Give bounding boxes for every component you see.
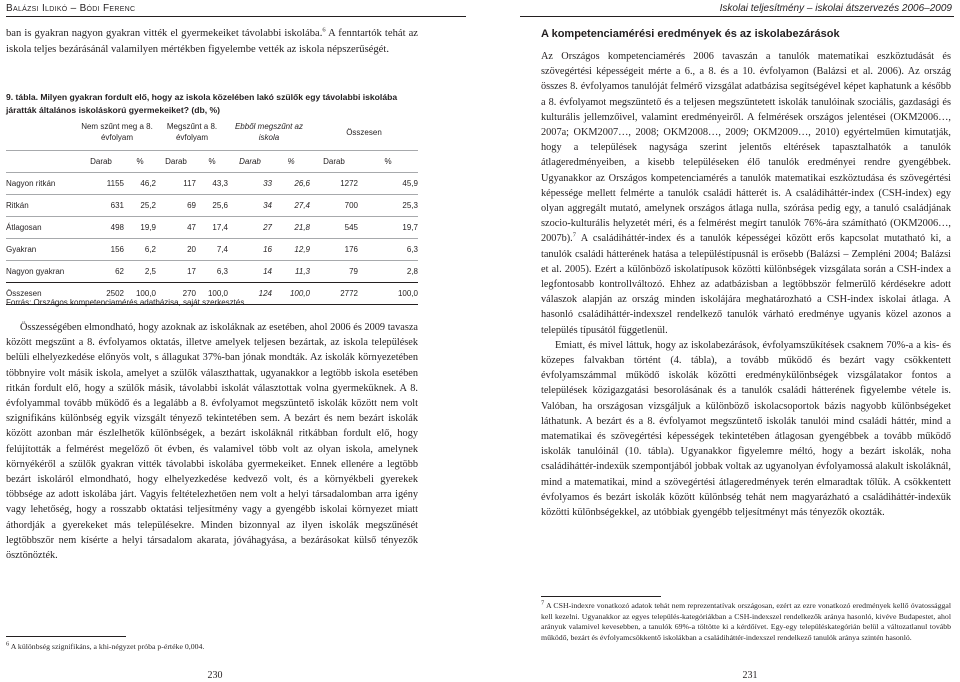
right-paragraph-1 [541, 49, 951, 338]
cell: 27,4 [294, 201, 310, 210]
row-label: Nagyon ritkán [6, 179, 56, 188]
cell: 43,3 [212, 179, 228, 188]
row-label: Ritkán [6, 201, 29, 210]
table-source: Forrás: Országos kompetenciamérés adatbázisa, saját szerkesztés [6, 298, 245, 307]
data-table [6, 114, 418, 305]
footnote-ref-7: 7 [572, 232, 576, 240]
right-para1-text: Az Országos kompetenciamérés 2006 tavaszán a tanulók matematikai eszköztudását és szövegértési képességeit mérte a 6., a 8. és a 10. évfolyamon (Balázsi et al. 2006). Az ország összes 8. évfolyamos tanulóját felmérő vizsgálat adatbázisa segítségével képet kaphatunk a később a 8. évfolyamot megszüntető és a teljesen megszüntetett iskolák tanulóinak szociális, gazdasági és kulturális jellemzőivel, valamint eredményeiről. A felmérések országos jelentései (OKM2006…, 2007a; OKM2007…, 2008; OKM2008…, 2009; OKM2009…, 2010) egyértelműen kimutatják, hogy a települések nagysága szerint jelentős eltérések tapasztalhatók a tanulók átlageredményeiben, a kisebb településeken élő tanulók eredményei rendre gyengébbek. Ugyanakkor az Országos kompetenciamérés a tanulók matematikai eszköztudása és szövegértési képessége mellett felmérte a tanulók családi hátterét is. A családiháttér-index (CSH-index) egy olyan aggregált mutató, amelynek országos átlaga nulla, szórása pedig egy, a tanuló családjának szocio-kulturális helyzetét méri, és a felmérést megírt tanulók 76%-ára számítható (OKM2006…, 2007b). [541, 51, 951, 245]
cell: 7,4 [216, 245, 228, 254]
cell: 2,5 [144, 267, 156, 276]
cell: 20 [187, 245, 196, 254]
cell: 34 [263, 201, 272, 210]
row-label: Összesen [6, 289, 42, 298]
cell: 19,7 [402, 223, 418, 232]
row-label: Átlagosan [6, 223, 42, 232]
col-group-total: Összesen [346, 127, 382, 137]
cell: 124 [258, 289, 272, 298]
cell: 12,9 [294, 245, 310, 254]
cell: 11,3 [295, 267, 310, 276]
left-body-paragraph: Összességében elmondható, hogy azoknak az iskoláknak az esetében, ahol 2006 és 2009 tavasza között megszűnt a 8. évfolyamos oktatás, illetve amelyek teljesen bezártak, az iskola települések belüli elhelyezkedése előnyös volt, s állagukat 37%-ban jónak mondták. Az iskolák környezetében többnyire volt másik iskola, amelyet a szülők választhattak, ugyanakkor a legtöbb iskola esetében ritkán fordult elő, hogy a szülők másik, távolabbi iskolát választottak volna gyermeküknek. A 8. évfolyammal tovább működő és a legalább a 8. évfolyamot megszüntető iskolák között nem volt szignifikáns különbség egyik vizsgált tényező tekintetében sem. A bezárt és nem bezárt iskolák között azonban már észlelhetők különbségek, a bezárt iskoláknál ritkábban fordult elő, hogy felújították a felmérést megelőző öt évben, és valamivel több volt az olyan iskola, amelynek környékéről a szülők gyakran vitték távolabbi iskolába gyermekeiket. Ennek ellenére a legtöbb bezárt iskoláról elmondható, hogy elhelyezkedése kedvező volt, és a környékbeli gyerekek többsége az adott iskolába járt. Vagyis feltételezhetően nem volt a helyi társadalomban arra igény vagy lehetőség, hogy a rosszabb oktatási teljesítmény vagy a gyengébb iskolai környezet miatt áthordják a gyerekeket más településekre. Minden bizonnyal az ilyen iskolák megszűnését legtöbbször nem kísérte a helyi társadalom akarata, jóváhagyása, a bezárásokat külső tényezők ösztönözték. [6, 322, 418, 562]
row-label: Nagyon gyakran [6, 267, 65, 276]
left-intro-text: ban is gyakran nagyon gyakran vitték el gyermekeiket távolabbi iskolába. [6, 28, 323, 39]
col-group-not-closed: Nem szűnt meg a 8. évfolyam [81, 122, 153, 142]
cell: 25,6 [212, 201, 228, 210]
cell: 100,0 [289, 289, 310, 298]
cell: 16 [263, 245, 272, 254]
cell: 46,2 [140, 179, 156, 188]
subheader-count: Darab [165, 157, 187, 166]
cell: 19,9 [140, 223, 156, 232]
cell: 700 [344, 201, 358, 210]
section-heading: A kompetenciamérési eredmények és az iskolabezárások [541, 28, 840, 40]
cell: 6,2 [144, 245, 156, 254]
cell: 631 [110, 201, 124, 210]
subheader-pct: % [384, 157, 392, 166]
subheader-pct: % [136, 157, 144, 166]
cell: 21,8 [294, 223, 310, 232]
table-caption: 9. tábla. Milyen gyakran fordult elő, hogy az iskola közelében lakó szülők egy távolabbi iskolába járatták általános iskoláskorú gyermekeiket? (db, %) [6, 92, 398, 115]
cell: 176 [344, 245, 358, 254]
table-row [6, 261, 418, 283]
cell: 2502 [106, 289, 124, 298]
cell: 1155 [106, 179, 124, 188]
cell: 2,8 [406, 267, 418, 276]
left-intro-paragraph [6, 26, 418, 57]
cell: 156 [110, 245, 124, 254]
cell: 47 [187, 223, 196, 232]
table-row [6, 195, 418, 217]
subheader-count: Darab [323, 157, 345, 166]
subheader-pct: % [287, 157, 295, 166]
table-row [6, 239, 418, 261]
page-number-right: 231 [742, 670, 758, 681]
col-group-closed-8: Megszűnt a 8. évfolyam [166, 122, 218, 142]
header-rule-right [520, 16, 954, 17]
cell: 6,3 [216, 267, 228, 276]
cell: 14 [263, 267, 272, 276]
subheader-count: Darab [239, 157, 261, 166]
cell: 2772 [340, 289, 358, 298]
right-body [541, 49, 951, 520]
right-para1-text-rest: A családiháttér-index és a tanulók képességei között erős kapcsolat mutatható ki, a tanulók családi hátterének hatása a településtípusnál is erősebb (Balázsi – Zempléni 2004; Balázsi et al. 2005). Ezért a különböző iskolatípusok közötti különbségek vizsgálata során a CSH-index a legfontosabb kontrollváltozó. Ehhez az adatbázisban a legtöbbször felmerülő kérdésekre adott válaszok alapján az ország minden iskolájára meghatározható a CSH-index iskolai átlaga. A hasonló családiháttér-indexszel rendelkező tanulók várható eredménye ugyanis közel azonos a település típusától függetlenül. [541, 233, 951, 336]
cell: 33 [263, 179, 272, 188]
right-paragraph-2: Emiatt, és mivel láttuk, hogy az iskolabezárások, évfolyamszűkítések csaknem 70%-a a kis- és közepes falvakban történt (4. tábla), a tovább működő és bezárt vagy csökkentett évfolyamszámmal működő iskolák közötti eredménykülönbségek vizsgálatakor fontos a települések közigazgatási besorolásának és a tanulók családi hátterének figyelembe vétele is. Valóban, ha országosan vizsgáljuk a különböző iskolacsoportok bázis nagyobb különbségeket láthatunk. A bezárt és a 8. évfolyamot megszüntető iskolák tanulói mind családi háttér, mind a matematikai és szövegértési képességek tekintetében átlagosan gyengébbek a tovább működő iskolák tanulóinál (10. tábla). Ugyanakkor figyelemre méltó, hogy a bezárt iskolák, noha családiháttér-indexük szempontjából jobbak voltak az ugyanolyan évfolyamossá alakult iskoláknál, mind a matematikai, mind a szövegértési átlageredmények terén elmaradtak tőlük. A csökkentett évfolyamos és bezárt iskolák között különbség tehát nem magyarázható a családiháttér-indexük közötti különbségekkel, az utóbbiak gyengébb teljesítményt más tényezők okozták. [541, 339, 951, 519]
cell: 1272 [340, 179, 358, 188]
footnote-7 [541, 601, 951, 643]
subheader-count: Darab [90, 157, 112, 166]
footnote-6 [6, 642, 418, 653]
cell: 25,2 [140, 201, 156, 210]
cell: 17 [187, 267, 196, 276]
footnote-number: 7 [541, 599, 545, 607]
cell: 100,0 [135, 289, 156, 298]
page-number-left: 230 [207, 670, 223, 681]
cell: 69 [187, 201, 196, 210]
footnote-text: A különbség szignifikáns, a khi-négyzet próba p-értéke 0,004. [10, 642, 205, 651]
left-intro-text-rest: A fenntartók tehát az iskola teljes bezárásánál valamilyen mértékben figyelembe vették az iskola népszerűségét. [6, 28, 418, 55]
table-row [6, 173, 418, 195]
footnote-rule-left [6, 636, 126, 637]
cell: 498 [110, 223, 124, 232]
cell: 45,9 [402, 179, 418, 188]
col-group-school-closed: Ebből megszűnt az iskola [234, 122, 304, 142]
running-head-left: Balázsi Ildikó – Bódi Ferenc [6, 3, 136, 14]
table-row [6, 217, 418, 239]
footnote-ref-6: 6 [322, 26, 326, 34]
cell: 79 [349, 267, 358, 276]
row-label: Gyakran [6, 245, 37, 254]
footnote-text: A CSH-indexre vonatkozó adatok tehát nem reprezentatívak országosan, ezért az ezre vonatkozó eredmények kellő óvatossággal kell kezelni. Ugyanakkor az egyes település-kategóriákban a CSH-indexszel rendelkezők aránya hasonló, kivéve Budapestet, ahol arányuk valamivel kevesebben, a tanulók 69%-a töltötte ki a kérdőívet. Egy-egy településkategórián belül a változatlanul tovább működő, bezárt és évfolyamcsökkentő iskolákban a családiháttér-indexszel rendelkező tanulók aránya szintén hasonló. [541, 601, 951, 642]
subheader-pct: % [208, 157, 216, 166]
cell: 100,0 [397, 289, 418, 298]
footnote-number: 6 [6, 640, 10, 648]
cell: 100,0 [207, 289, 228, 298]
cell: 26,6 [294, 179, 310, 188]
running-head-right: Iskolai teljesítmény – iskolai átszervezés 2006–2009 [719, 3, 952, 14]
cell: 17,4 [212, 223, 228, 232]
cell: 117 [183, 179, 196, 188]
cell: 545 [344, 223, 358, 232]
cell: 270 [182, 289, 196, 298]
cell: 6,3 [406, 245, 418, 254]
footnote-rule-right [541, 596, 661, 597]
header-rule-left [6, 16, 466, 17]
cell: 27 [263, 223, 272, 232]
cell: 62 [115, 267, 124, 276]
cell: 25,3 [402, 201, 418, 210]
